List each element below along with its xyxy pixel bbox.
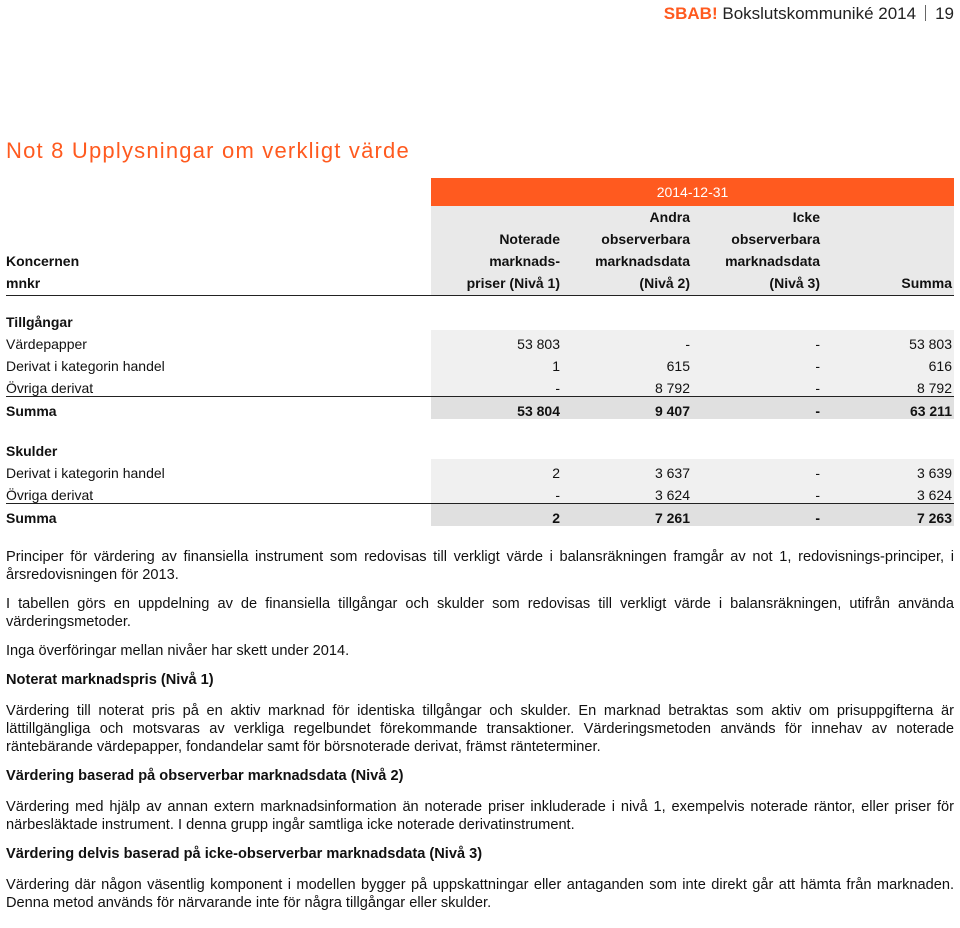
paragraph-breakdown: I tabellen görs en uppdelning av de finansiella tillgångar och skulder som redovisas till verkligt värde i balansräkningen, utifrån använda värderingsmetoder. <box>6 596 954 630</box>
col3-header-line4: (Nivå 3) <box>692 272 822 296</box>
page-number: 19 <box>935 4 954 23</box>
summa-row <box>6 504 954 527</box>
heading-level1: Noterat marknadspris (Nivå 1) <box>6 672 214 688</box>
cell-level1: - <box>431 374 562 397</box>
cell-total: 63 211 <box>822 397 954 420</box>
cell-level3: - <box>692 459 822 481</box>
table-row <box>6 459 954 481</box>
row-label: Derivat i kategorin handel <box>6 358 165 374</box>
cell-level1: 2 <box>431 504 562 527</box>
body-text <box>6 548 954 923</box>
fair-value-table <box>6 178 954 526</box>
col2-header-line1: Andra <box>562 206 692 228</box>
paragraph-level3: Värdering där någon väsentlig komponent i modellen bygger på uppskattningar eller antaganden som inte direkt går att hämta från marknaden. Denna metod används för närvarande inte för några tillgångar eller skulder. <box>6 877 954 911</box>
row-label: Övriga derivat <box>6 487 94 503</box>
header-row-4 <box>6 272 954 296</box>
paragraph-level1: Värdering till noterat pris på en aktiv marknad för identiska tillgångar och skulder. En marknad betraktas som aktiv om prisuppgifterna är lättillgängliga och motsvaras av verkliga regelbundet förekommande transaktioner. Värderingsmetoden används för innehav av noterade räntebärande värdepapper, fondandelar samt för börsnoterade derivat, främst ränteterminer. <box>6 703 954 755</box>
sbab-logo: SBAB! <box>663 4 718 23</box>
cell-level3: - <box>692 397 822 420</box>
section-title: Skulder <box>6 443 58 459</box>
cell-total: 8 792 <box>822 374 954 397</box>
cell-level2: - <box>562 330 692 352</box>
note-title: Not 8 Upplysningar om verkligt värde <box>6 138 410 163</box>
cell-total: 3 624 <box>822 481 954 504</box>
col2-header-line4: (Nivå 2) <box>562 272 692 296</box>
page-header <box>664 4 954 24</box>
paragraph-principles: Principer för värdering av finansiella instrument som redovisas till verkligt värde i balansräkningen framgår av not 1, redovisnings-principer, i årsredovisningen för 2013. <box>6 549 954 583</box>
table-row <box>6 481 954 504</box>
row-label: Summa <box>6 504 431 527</box>
table-row <box>6 374 954 397</box>
stub-header-line2: mnkr <box>6 272 431 296</box>
col3-header-line3: marknadsdata <box>692 250 822 272</box>
cell-level2: 8 792 <box>562 374 692 397</box>
row-label: Derivat i kategorin handel <box>6 465 165 481</box>
date-header: 2014-12-31 <box>431 178 954 206</box>
cell-level1: 2 <box>431 459 562 481</box>
stub-header-line1: Koncernen <box>6 253 80 269</box>
row-label: Övriga derivat <box>6 380 94 396</box>
cell-total: 3 639 <box>822 459 954 481</box>
table-row <box>6 330 954 352</box>
table-row <box>6 352 954 374</box>
col4-header: Summa <box>822 272 954 296</box>
col1-header-line3: priser (Nivå 1) <box>431 272 562 296</box>
cell-level1: - <box>431 481 562 504</box>
header-row-1 <box>6 206 954 228</box>
col2-header-line2: observerbara <box>562 228 692 250</box>
cell-level3: - <box>692 481 822 504</box>
date-row <box>6 178 954 206</box>
header-divider <box>925 5 926 21</box>
cell-level2: 7 261 <box>562 504 692 527</box>
col3-header-line2: observerbara <box>692 228 822 250</box>
paragraph-transfers: Inga överföringar mellan nivåer har skett under 2014. <box>6 643 350 659</box>
cell-level2: 3 624 <box>562 481 692 504</box>
col1-header-line2: marknads- <box>431 250 562 272</box>
header-row-3 <box>6 250 954 272</box>
header-row-2 <box>6 228 954 250</box>
col1-header-line1: Noterade <box>431 228 562 250</box>
paragraph-level2: Värdering med hjälp av annan extern marknadsinformation än noterade priser inkluderade i nivå 1, exempelvis noterade räntor, eller priser för närbesläktade instrument. I denna grupp ingår samtliga icke noterade derivatinstrument. <box>6 799 954 833</box>
heading-level3: Värdering delvis baserad på icke-observerbar marknadsdata (Nivå 3) <box>6 846 483 862</box>
summa-row <box>6 397 954 420</box>
cell-level2: 615 <box>562 352 692 374</box>
row-label: Värdepapper <box>6 336 87 352</box>
cell-level3: - <box>692 352 822 374</box>
cell-level1: 1 <box>431 352 562 374</box>
cell-level2: 9 407 <box>562 397 692 420</box>
cell-total: 7 263 <box>822 504 954 527</box>
heading-level2: Värdering baserad på observerbar marknadsdata (Nivå 2) <box>6 768 404 784</box>
cell-level1: 53 804 <box>431 397 562 420</box>
cell-total: 616 <box>822 352 954 374</box>
cell-level2: 3 637 <box>562 459 692 481</box>
col2-header-line3: marknadsdata <box>562 250 692 272</box>
cell-level1: 53 803 <box>431 330 562 352</box>
col3-header-line1: Icke <box>692 206 822 228</box>
row-label: Summa <box>6 397 431 420</box>
section-title: Tillgångar <box>6 314 73 330</box>
cell-level3: - <box>692 330 822 352</box>
cell-level3: - <box>692 374 822 397</box>
cell-level3: - <box>692 504 822 527</box>
document-title: Bokslutskommuniké 2014 <box>722 4 917 23</box>
cell-total: 53 803 <box>822 330 954 352</box>
